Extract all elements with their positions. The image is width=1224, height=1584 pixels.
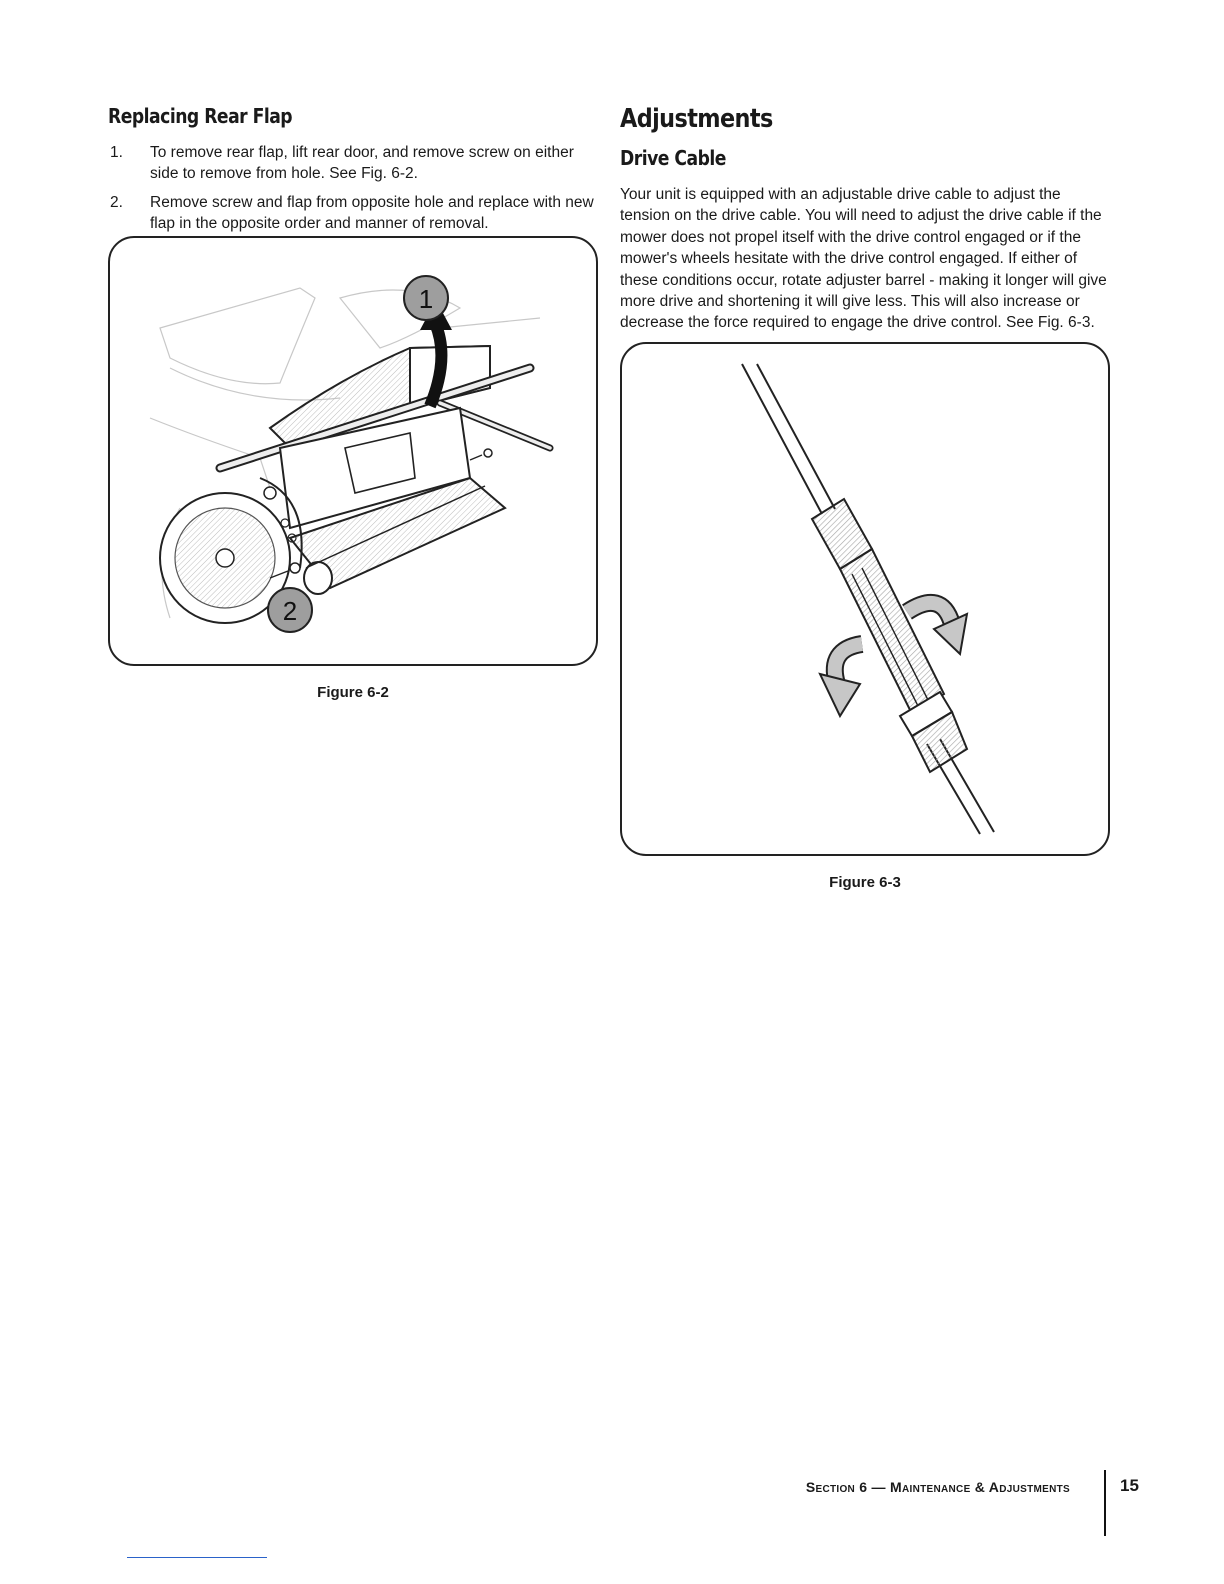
footer-divider	[1104, 1470, 1106, 1536]
section-heading-adjustments: Adjustments	[620, 104, 773, 134]
callout-2-label: 2	[282, 596, 298, 626]
page-number: 15	[1120, 1476, 1139, 1495]
step-number: 1.	[110, 144, 123, 161]
step-text: Remove screw and flap from opposite hole and replace with new flap in the opposite order and manner of removal.	[150, 194, 594, 232]
step-item	[108, 142, 598, 184]
drive-cable-paragraph: Your unit is equipped with an adjustable drive cable to adjust the tension on the drive cable. You will need to adjust the drive cable if the mower does not propel itself with the drive control engaged or if the mower's wheels hesitate with the drive control engaged. If either of these conditions occur, rotate adjuster barrel - making it longer will give more drive and shortening it will give less. This will also increase or decrease the force required to engage the drive control. See Fig. 6-3.	[620, 186, 1107, 332]
step-text: To remove rear flap, lift rear door, and remove screw on either side to remove from hole. See Fig. 6-2.	[150, 144, 574, 182]
figure-6-3-illustration	[620, 342, 1110, 856]
subheading-drive-cable: Drive Cable	[620, 146, 726, 170]
figure-6-2-caption: Figure 6-2	[317, 684, 389, 701]
instruction-steps	[108, 142, 598, 234]
drive-cable-adjuster-drawing	[622, 344, 1108, 854]
section-heading-replacing-rear-flap: Replacing Rear Flap	[108, 104, 293, 128]
bottom-link-underline	[127, 1557, 267, 1558]
step-number: 2.	[110, 194, 123, 211]
left-column	[108, 100, 598, 701]
mower-rear-flap-drawing	[110, 238, 596, 664]
step-item	[108, 192, 598, 234]
callout-1-label: 1	[418, 284, 434, 314]
footer-section-title: Section 6 — Maintenance & Adjustments	[805, 1479, 1070, 1495]
figure-6-2-illustration	[108, 236, 598, 666]
figure-6-3-caption: Figure 6-3	[829, 873, 901, 891]
right-column	[620, 100, 1110, 891]
